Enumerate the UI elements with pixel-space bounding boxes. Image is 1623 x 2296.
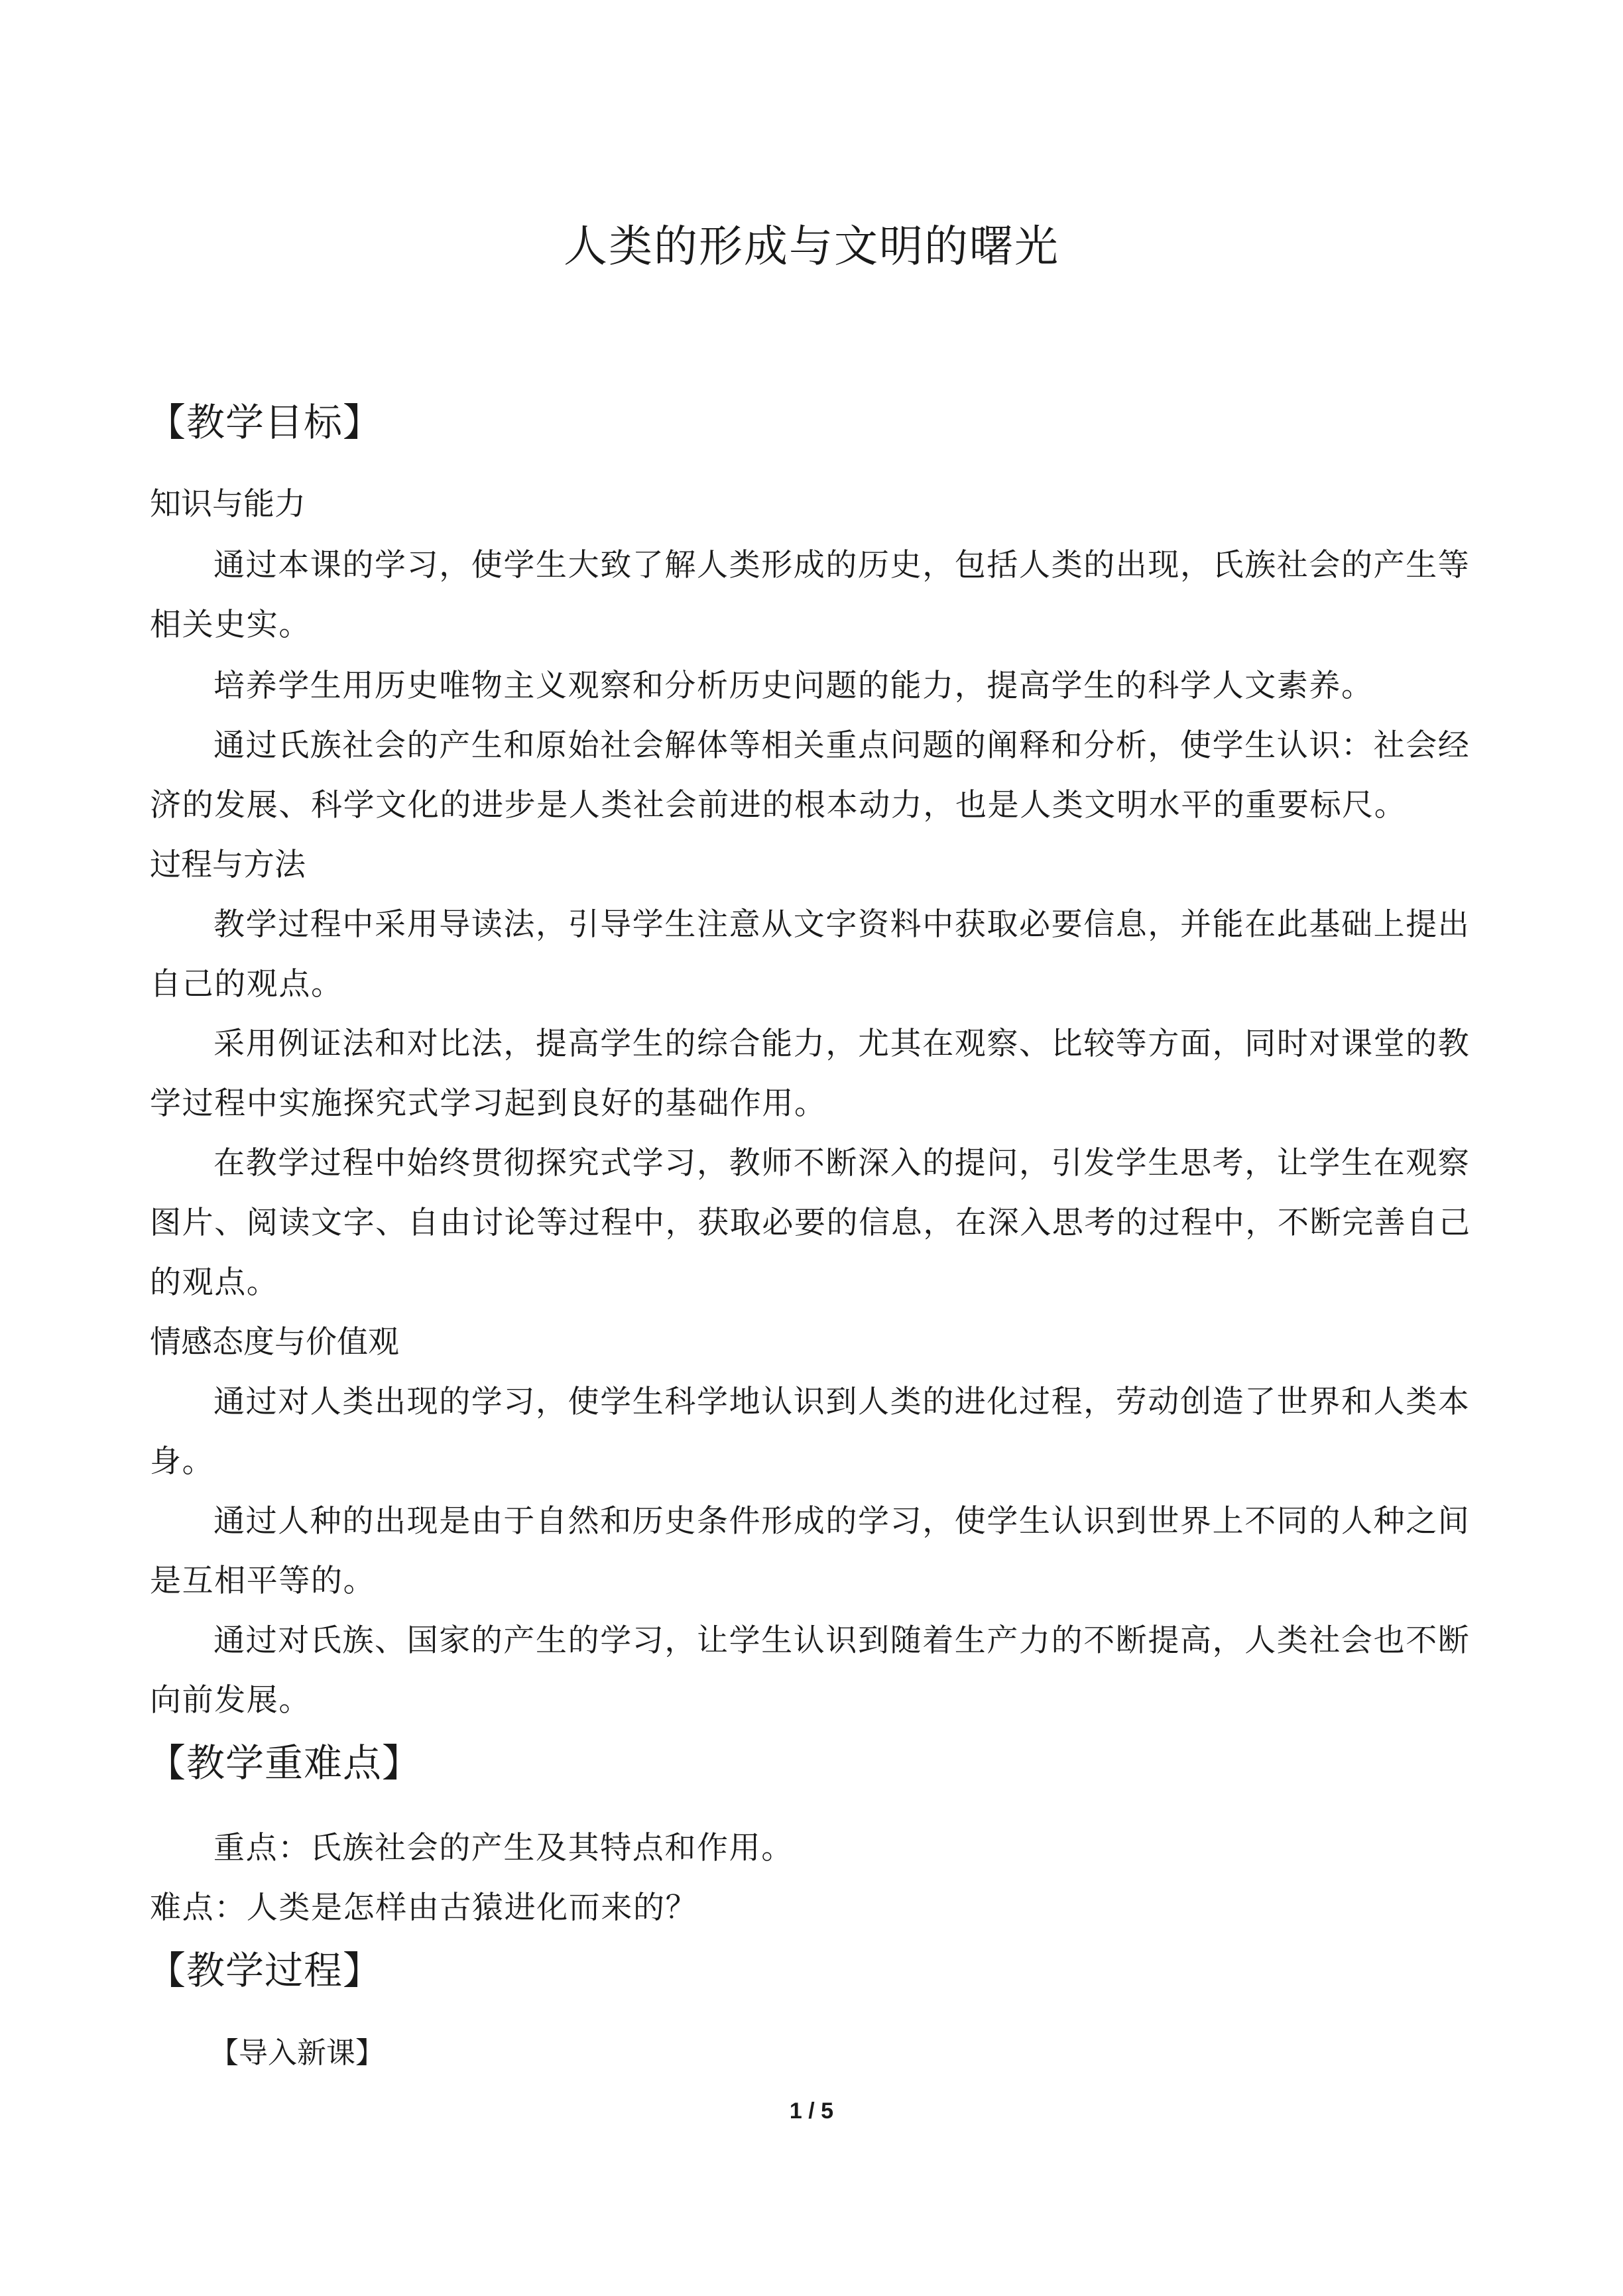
paragraph-line: 教学过程中采用导读法，引导学生注意从文字资料中获取必要信息，并能在此基础上提出 [213,906,1471,943]
paragraph-line: 济的发展、科学文化的进步是人类社会前进的根本动力，也是人类文明水平的重要标尺。 [150,787,1407,823]
section-heading-key-points: 【教学重难点】 [147,1740,422,1785]
paragraph-line: 通过本课的学习，使学生大致了解人类形成的历史，包括人类的出现，氏族社会的产生等 [213,547,1471,583]
paragraph-line: 自己的观点。 [150,966,343,1002]
paragraph-line: 学过程中实施探究式学习起到良好的基础作用。 [150,1085,827,1122]
paragraph-line: 图片、阅读文字、自由讨论等过程中，获取必要的信息，在深入思考的过程中，不断完善自己 [150,1205,1471,1241]
paragraph-line: 在教学过程中始终贯彻探究式学习，教师不断深入的提问，引发学生思考，让学生在观察 [213,1145,1471,1181]
paragraph-line: 通过对氏族、国家的产生的学习，让学生认识到随着生产力的不断提高，人类社会也不断 [213,1622,1471,1659]
paragraph-line: 采用例证法和对比法，提高学生的综合能力，尤其在观察、比较等方面，同时对课堂的教 [213,1026,1471,1062]
paragraph-line: 是互相平等的。 [150,1563,376,1599]
section-heading-objectives: 【教学目标】 [147,400,383,445]
page-number: 1 / 5 [789,2098,834,2124]
difficult-point-text: 难点：人类是怎样由古猿进化而来的？ [150,1890,698,1926]
intro-heading: 【导入新课】 [210,2036,385,2070]
paragraph-line: 通过氏族社会的产生和原始社会解体等相关重点问题的阐释和分析，使学生认识：社会经 [213,727,1471,764]
document-title: 人类的形成与文明的曙光 [564,221,1059,272]
paragraph-line: 通过人种的出现是由于自然和历史条件形成的学习，使学生认识到世界上不同的人种之间 [213,1503,1471,1540]
key-point-text: 重点：氏族社会的产生及其特点和作用。 [213,1830,794,1866]
subheading-knowledge: 知识与能力 [150,486,306,522]
paragraph-line: 身。 [150,1443,215,1480]
subheading-process: 过程与方法 [150,847,306,883]
paragraph-line: 通过对人类出现的学习，使学生科学地认识到人类的进化过程，劳动创造了世界和人类本 [213,1384,1471,1420]
subheading-emotion: 情感态度与价值观 [150,1324,399,1360]
section-heading-process: 【教学过程】 [147,1948,383,1993]
paragraph-line: 的观点。 [150,1264,279,1301]
paragraph-line: 培养学生用历史唯物主义观察和分析历史问题的能力，提高学生的科学人文素养。 [213,668,1374,704]
paragraph-line: 向前发展。 [150,1682,311,1719]
paragraph-line: 相关史实。 [150,607,311,643]
